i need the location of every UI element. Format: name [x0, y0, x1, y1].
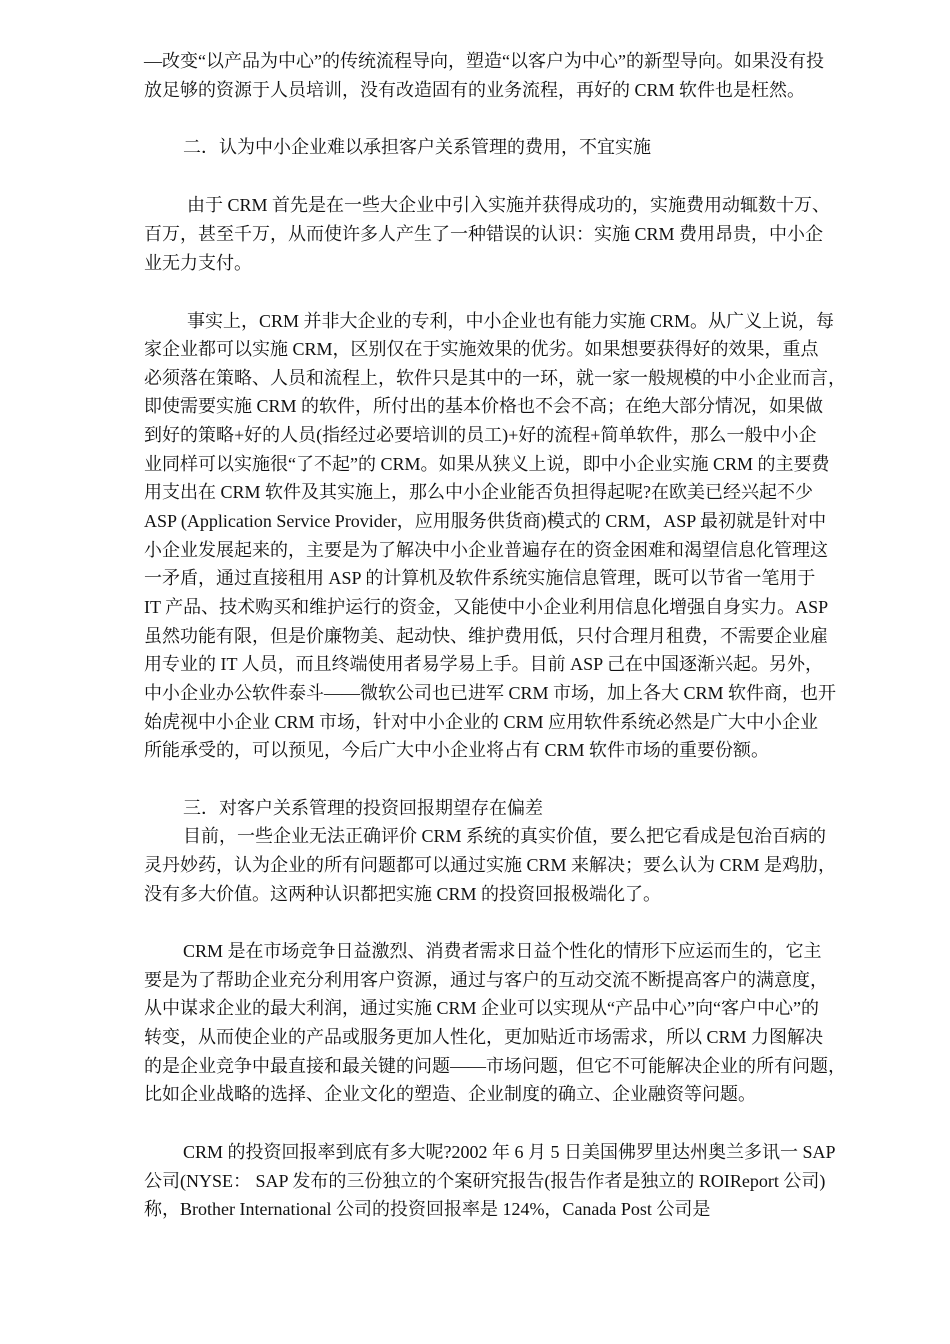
paragraph-line: 没有多大价值。这两种认识都把实施 CRM 的投资回报极端化了。	[144, 884, 662, 904]
paragraph-line: 业同样可以实施很“了不起”的 CRM。如果从狭义上说，即中小企业实施 CRM 的主要费	[144, 454, 830, 474]
paragraph-line: 所能承受的，可以预见，今后广大中小企业将占有 CRM 软件市场的重要份额。	[144, 740, 770, 760]
paragraph-line: 必须落在策略、人员和流程上，软件只是其中的一环，就一家一般规模的中小企业而言，	[144, 368, 846, 388]
paragraph-line: 称，Brother International 公司的投资回报率是 124%，Canada Post 公司是	[144, 1199, 711, 1219]
paragraph-line: 的是企业竞争中最直接和最关键的问题——市场问题，但它不可能解决企业的所有问题，	[144, 1056, 846, 1076]
paragraph-line: CRM 是在市场竞争日益激烈、消费者需求日益个性化的情形下应运而生的，它主	[183, 941, 822, 961]
paragraph-line: 家企业都可以实施 CRM，区别仅在于实施效果的优劣。如果想要获得好的效果，重点	[144, 339, 819, 359]
paragraph-line: ASP (Application Service Provider，应用服务供货商)模式的 CRM，ASP 最初就是针对中	[144, 511, 827, 531]
section-heading: 三．对客户关系管理的投资回报期望存在偏差	[183, 798, 543, 818]
paragraph-line: 即使需要实施 CRM 的软件，所付出的基本价格也不会不高；在绝大部分情况，如果做	[144, 396, 824, 416]
section-heading: 二．认为中小企业难以承担客户关系管理的费用，不宜实施	[183, 137, 651, 157]
paragraph-line: 用支出在 CRM 软件及其实施上，那么中小企业能否负担得起呢?在欧美已经兴起不少	[144, 482, 814, 502]
paragraph-line: 目前，一些企业无法正确评价 CRM 系统的真实价值，要么把它看成是包治百病的	[183, 826, 827, 846]
paragraph-line: 灵丹妙药，认为企业的所有问题都可以通过实施 CRM 来解决；要么认为 CRM 是鸡肋，	[144, 855, 837, 875]
paragraph-line: 转变，从而使企业的产品或服务更加人性化，更加贴近市场需求，所以 CRM 力图解决	[144, 1027, 824, 1047]
paragraph-line: IT 产品、技术购买和维护运行的资金，又能使中小企业利用信息化增强自身实力。ASP	[144, 597, 829, 617]
paragraph-line: 从中谋求企业的最大利润，通过实施 CRM 企业可以实现从“产品中心”向“客户中心”的	[144, 998, 819, 1018]
paragraph-line: CRM 的投资回报率到底有多大呢?2002 年 6 月 5 日美国佛罗里达州奥兰多讯一 SAP	[183, 1142, 836, 1162]
paragraph-line: 公司(NYSE： SAP 发布的三份独立的个案研究报告(报告作者是独立的 ROIReport 公司)	[144, 1171, 826, 1191]
paragraph-line: 中小企业办公软件泰斗——微软公司也已进军 CRM 市场，加上各大 CRM 软件商，也开	[144, 683, 837, 703]
paragraph-line: 到好的策略+好的人员(指经过必要培训的员工)+好的流程+简单软件，那么一般中小企	[144, 425, 817, 445]
paragraph-line: 用专业的 IT 人员，而且终端使用者易学易上手。目前 ASP 己在中国逐渐兴起。另外，	[144, 654, 824, 674]
paragraph-line: 业无力支付。	[144, 253, 252, 273]
paragraph-line: 由于 CRM 首先是在一些大企业中引入实施并获得成功的，实施费用动辄数十万、	[187, 195, 831, 215]
paragraph-line: 事实上，CRM 并非大企业的专利，中小企业也有能力实施 CRM。从广义上说，每	[187, 311, 835, 331]
paragraph-line: 一矛盾，通过直接租用 ASP 的计算机及软件系统实施信息管理，既可以节省一笔用于	[144, 568, 816, 588]
paragraph-line: 要是为了帮助企业充分利用客户资源，通过与客户的互动交流不断提高客户的满意度，	[144, 970, 828, 990]
paragraph-line: 百万，甚至千万，从而使许多人产生了一种错误的认识：实施 CRM 费用昂贵，中小企	[144, 224, 824, 244]
paragraph-line: 放足够的资源于人员培训，没有改造固有的业务流程，再好的 CRM 软件也是枉然。	[144, 80, 806, 100]
paragraph-line: 虽然功能有限，但是价廉物美、起动快、维护费用低，只付合理月租费，不需要企业雇	[144, 626, 828, 646]
paragraph-line: 小企业发展起来的，主要是为了解决中小企业普遍存在的资金困难和渴望信息化管理这	[144, 540, 828, 560]
paragraph-line: 比如企业战略的选择、企业文化的塑造、企业制度的确立、企业融资等问题。	[144, 1084, 756, 1104]
paragraph-line: 始虎视中小企业 CRM 市场，针对中小企业的 CRM 应用软件系统必然是广大中小企业	[144, 712, 819, 732]
paragraph-line: —改变“以产品为中心”的传统流程导向，塑造“以客户为中心”的新型导向。如果没有投	[144, 51, 824, 71]
